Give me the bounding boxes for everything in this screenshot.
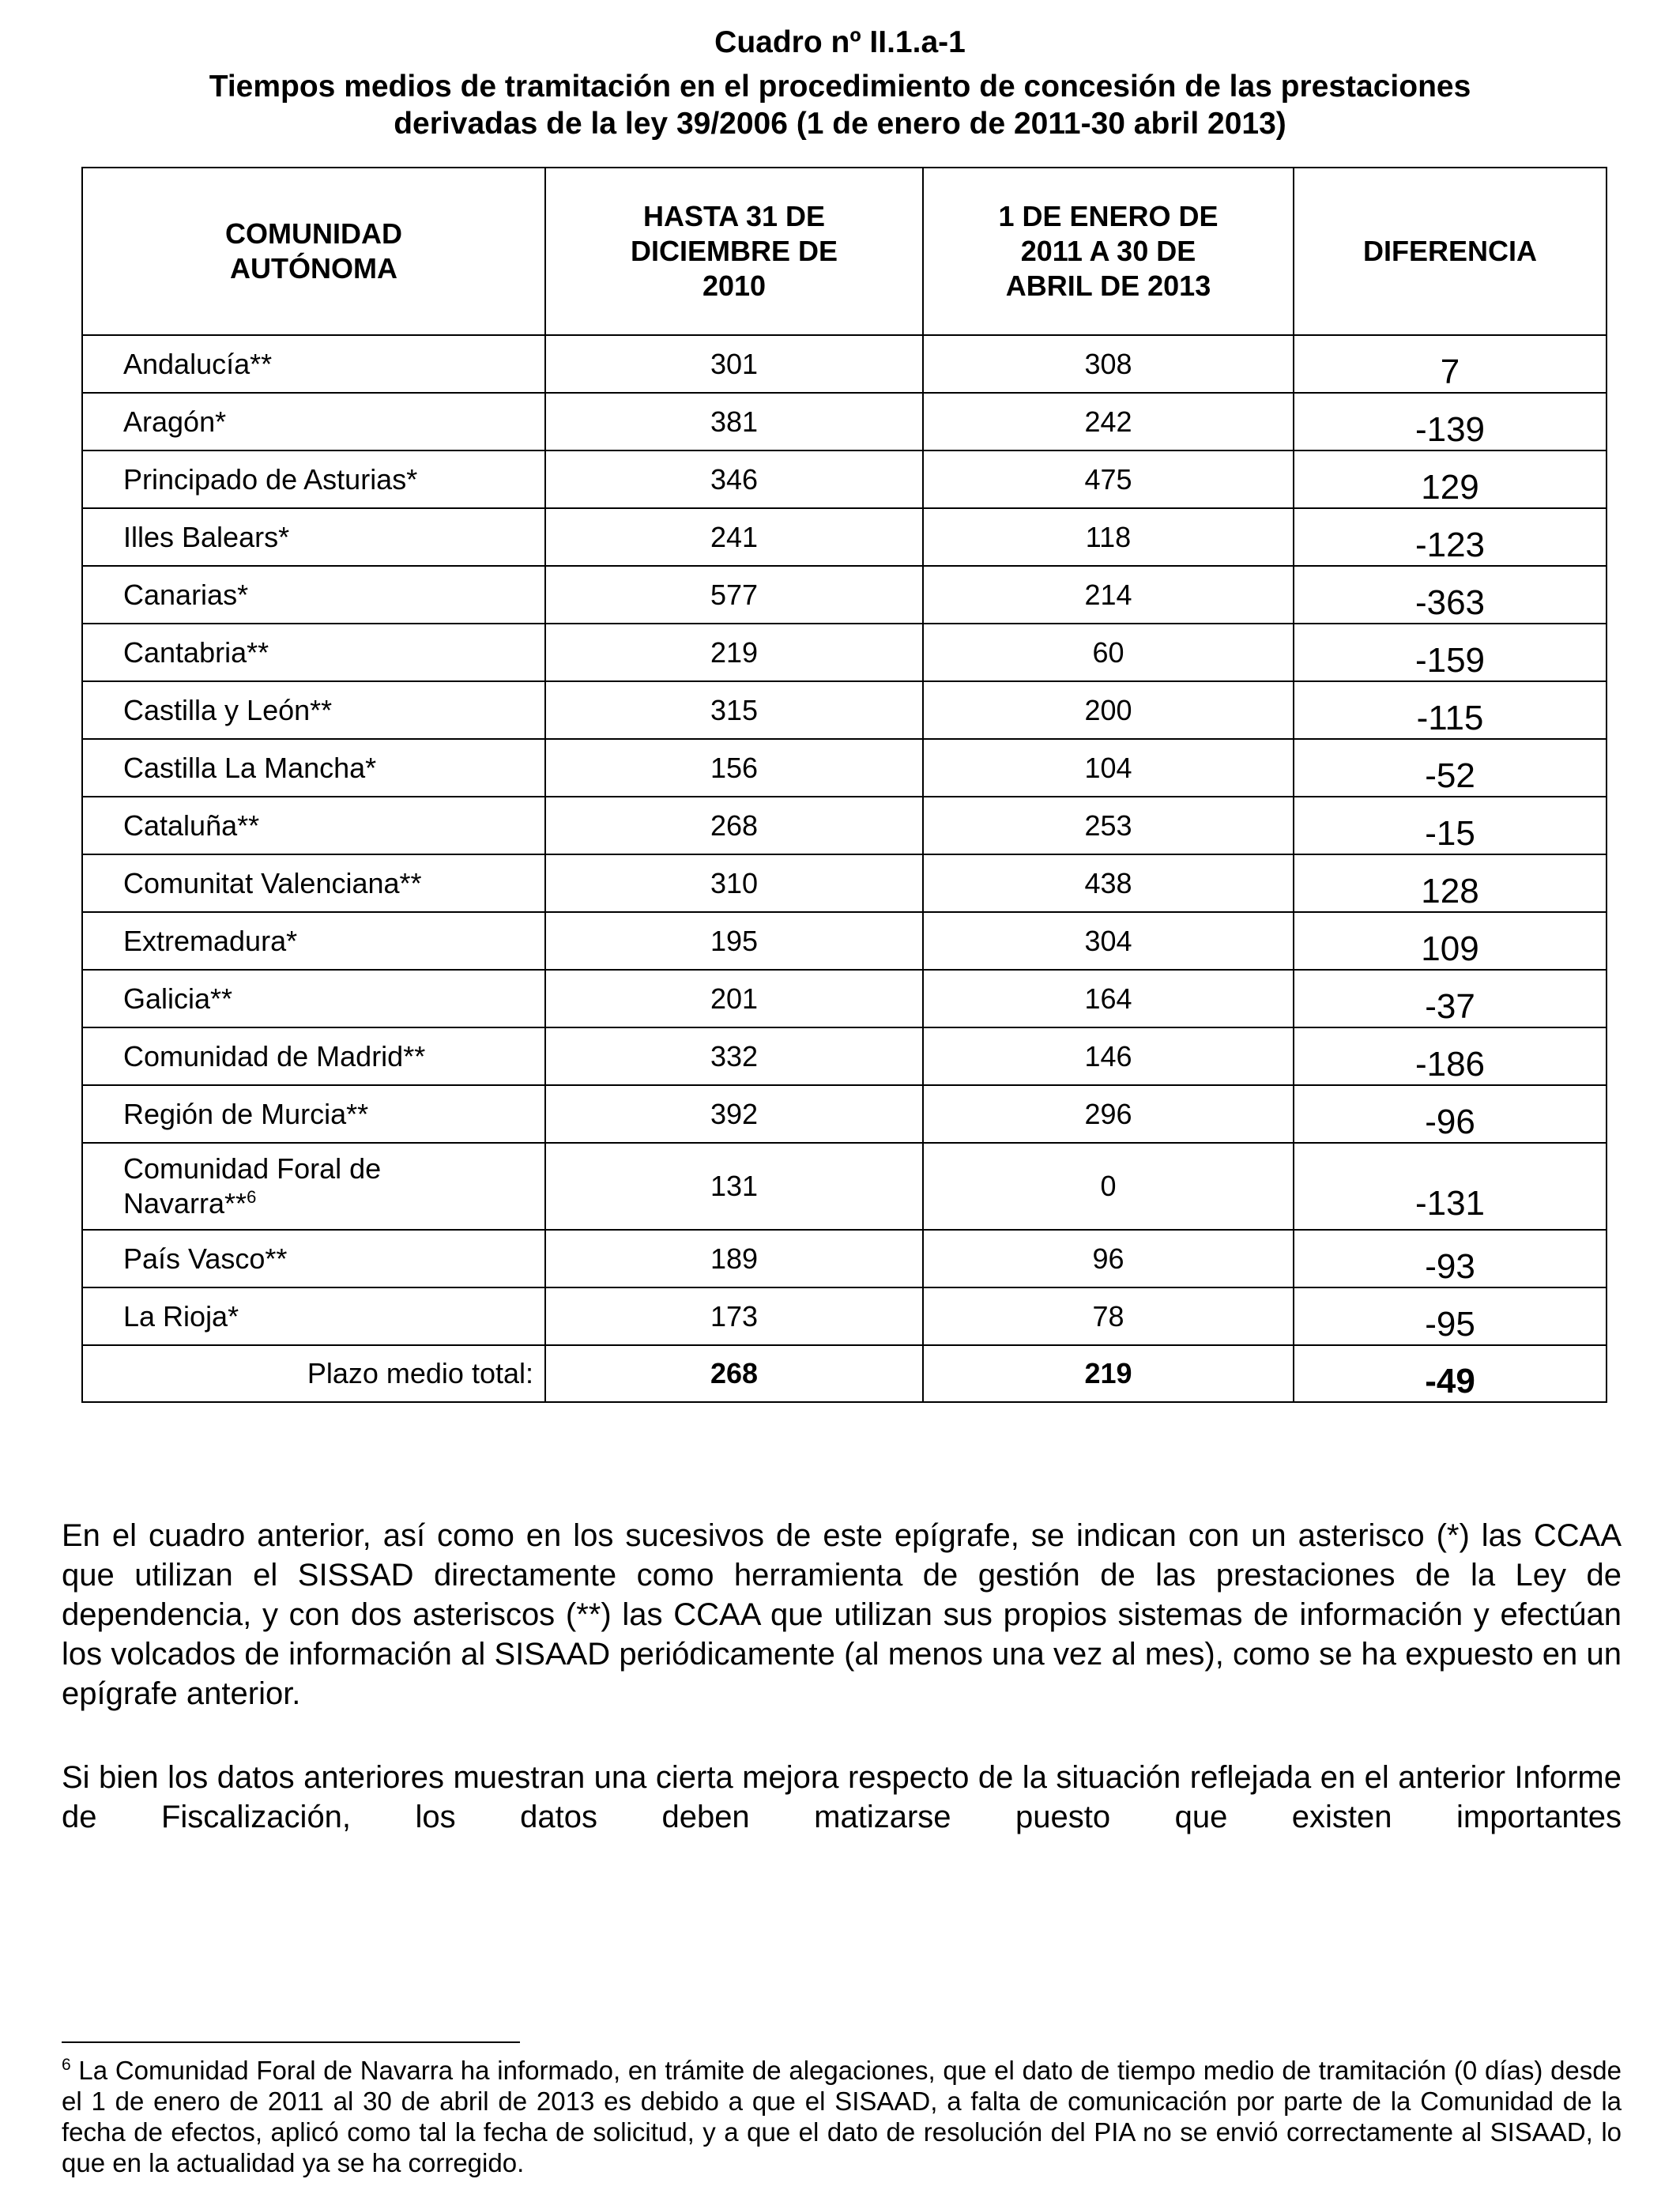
- table-row: [82, 1085, 1607, 1143]
- cell-from-2011: 304: [923, 912, 1294, 970]
- community-name-text: Navarra**: [123, 1187, 247, 1220]
- cell-community: Aragón*: [82, 393, 545, 450]
- cell-difference: [1294, 1085, 1607, 1143]
- difference-value: -115: [1416, 698, 1484, 737]
- cell-until-2010: 315: [545, 681, 923, 739]
- cell-difference: [1294, 1027, 1607, 1085]
- cell-until-2010: 310: [545, 854, 923, 912]
- cell-from-2011: 438: [923, 854, 1294, 912]
- table-row: [82, 970, 1607, 1027]
- header-community: [82, 168, 545, 335]
- table-row: [82, 797, 1607, 854]
- table-caption-number: Cuadro nº II.1.a-1: [714, 25, 966, 59]
- cell-difference: [1294, 508, 1607, 566]
- difference-value: -96: [1425, 1102, 1475, 1141]
- cell-until-2010: 577: [545, 566, 923, 624]
- total-difference-value: -49: [1425, 1362, 1475, 1400]
- header-community-line-1: COMUNIDAD: [225, 217, 402, 250]
- cell-difference: [1294, 335, 1607, 393]
- cell-until-2010: 156: [545, 739, 923, 797]
- difference-value: -37: [1425, 986, 1475, 1026]
- cell-until-2010: 219: [545, 624, 923, 681]
- table-row: [82, 1143, 1607, 1230]
- table-row: [82, 508, 1607, 566]
- difference-value: -123: [1414, 525, 1486, 564]
- table-row: [82, 393, 1607, 450]
- community-name-line-2: [123, 1186, 544, 1221]
- table-row: [82, 739, 1607, 797]
- header-until-2010: [545, 168, 923, 335]
- table-row: [82, 566, 1607, 624]
- cell-community: Extremadura*: [82, 912, 545, 970]
- header-community-line-2: AUTÓNOMA: [230, 252, 397, 285]
- total-until-2010: 268: [545, 1345, 923, 1402]
- difference-value: -159: [1414, 640, 1486, 680]
- cell-community: Comunidad de Madrid**: [82, 1027, 545, 1085]
- cell-community: Galicia**: [82, 970, 545, 1027]
- cell-community: Cantabria**: [82, 624, 545, 681]
- cell-community: Región de Murcia**: [82, 1085, 545, 1143]
- cell-from-2011: 78: [923, 1287, 1294, 1345]
- header-from-line-2: 2011 A 30 DE: [1020, 235, 1196, 267]
- cell-from-2011: 200: [923, 681, 1294, 739]
- difference-value: -186: [1414, 1044, 1486, 1084]
- cell-until-2010: 173: [545, 1287, 923, 1345]
- community-name-line-1: Comunidad Foral de: [123, 1152, 382, 1185]
- cell-community: Canarias*: [82, 566, 545, 624]
- header-from-line-1: 1 DE ENERO DE: [998, 200, 1219, 232]
- header-difference: DIFERENCIA: [1294, 168, 1607, 335]
- cell-difference: [1294, 1287, 1607, 1345]
- cell-from-2011: 96: [923, 1230, 1294, 1287]
- difference-value: -95: [1425, 1304, 1475, 1344]
- cell-difference: [1294, 624, 1607, 681]
- cell-from-2011: 296: [923, 1085, 1294, 1143]
- difference-value: 129: [1421, 467, 1479, 507]
- table-row: [82, 335, 1607, 393]
- table-header-row: [82, 168, 1607, 335]
- footnote: [62, 2055, 1622, 2178]
- table-row: [82, 854, 1607, 912]
- cell-community: La Rioja*: [82, 1287, 545, 1345]
- cell-difference: [1294, 854, 1607, 912]
- header-from-line-3: ABRIL DE 2013: [1005, 270, 1211, 302]
- table-caption-title: [0, 68, 1680, 142]
- cell-difference: [1294, 393, 1607, 450]
- cell-until-2010: 268: [545, 797, 923, 854]
- table-row: [82, 1230, 1607, 1287]
- cell-until-2010: 381: [545, 393, 923, 450]
- cell-community: Castilla y León**: [82, 681, 545, 739]
- cell-from-2011: 475: [923, 450, 1294, 508]
- cell-difference: [1294, 1143, 1607, 1230]
- footnote-separator: [62, 2041, 520, 2043]
- header-until-line-3: 2010: [702, 270, 767, 302]
- footnote-text: La Comunidad Foral de Navarra ha informado, en trámite de alegaciones, que el dato de tiempo medio de tramitación (0 días) desde el 1 de enero de 2011 al 30 de abril de 2013 es debido a que el SISAAD, a falta de comunicación por parte de la Comunidad de la fecha de efectos, aplicó como tal la fecha de solicitud, y a que el dato de resolución del PIA no se envió correctamente al SISAAD, lo que en la actualidad ya se ha corregido.: [62, 2056, 1622, 2177]
- cell-from-2011: 308: [923, 335, 1294, 393]
- cell-until-2010: 301: [545, 335, 923, 393]
- difference-value: 128: [1421, 871, 1479, 910]
- footnote-marker: 6: [62, 2056, 71, 2074]
- cell-until-2010: 201: [545, 970, 923, 1027]
- difference-value: -139: [1414, 409, 1486, 449]
- cell-community: Castilla La Mancha*: [82, 739, 545, 797]
- header-from-2011: [923, 168, 1294, 335]
- difference-value: -131: [1414, 1184, 1486, 1223]
- cell-until-2010: 131: [545, 1143, 923, 1230]
- cell-until-2010: 346: [545, 450, 923, 508]
- difference-value: -52: [1425, 756, 1475, 795]
- difference-value: -93: [1425, 1246, 1475, 1286]
- cell-difference: [1294, 450, 1607, 508]
- table-row: [82, 912, 1607, 970]
- paragraph-1: En el cuadro anterior, así como en los sucesivos de este epígrafe, se indican con un asterisco (*) las CCAA que utilizan el SISSAD directamente como herramienta de gestión de las prestaciones de la Ley de dependencia, y con dos asteriscos (**) las CCAA que utilizan sus propios sistemas de información y efectúan los volcados de información al SISAAD periódicamente (al menos una vez al mes), como se ha expuesto en un epígrafe anterior.: [62, 1518, 1622, 1711]
- paragraph-2: Si bien los datos anteriores muestran una cierta mejora respecto de la situación reflejada en el anterior Informe de Fiscalización, los datos deben matizarse puesto que existen importantes: [62, 1760, 1622, 1834]
- cell-community: Cataluña**: [82, 797, 545, 854]
- cell-until-2010: 189: [545, 1230, 923, 1287]
- footnote-reference: 6: [247, 1187, 257, 1207]
- difference-value: -363: [1414, 582, 1486, 622]
- difference-value: -15: [1425, 813, 1475, 853]
- cell-from-2011: 104: [923, 739, 1294, 797]
- cell-from-2011: 242: [923, 393, 1294, 450]
- header-until-line-2: DICIEMBRE DE: [630, 235, 838, 267]
- cell-difference: [1294, 681, 1607, 739]
- cell-difference: [1294, 912, 1607, 970]
- table-caption-title-line-2: derivadas de la ley 39/2006 (1 de enero de 2011-30 abril 2013): [394, 107, 1286, 141]
- cell-from-2011: 253: [923, 797, 1294, 854]
- header-until-line-1: HASTA 31 DE: [642, 200, 826, 232]
- cell-difference: [1294, 1230, 1607, 1287]
- cell-from-2011: 214: [923, 566, 1294, 624]
- table-total-row: [82, 1345, 1607, 1402]
- cell-until-2010: 332: [545, 1027, 923, 1085]
- cell-until-2010: 195: [545, 912, 923, 970]
- processing-times-table: [81, 167, 1607, 1403]
- table-row: [82, 681, 1607, 739]
- total-from-2011: 219: [923, 1345, 1294, 1402]
- table-caption-title-line-1: Tiempos medios de tramitación en el procedimiento de concesión de las prestaciones: [209, 70, 1471, 104]
- table-row: [82, 450, 1607, 508]
- table-row: [82, 624, 1607, 681]
- cell-from-2011: 60: [923, 624, 1294, 681]
- cell-from-2011: 164: [923, 970, 1294, 1027]
- total-difference: [1294, 1345, 1607, 1402]
- cell-from-2011: 146: [923, 1027, 1294, 1085]
- cell-difference: [1294, 797, 1607, 854]
- difference-value: 7: [1440, 352, 1460, 391]
- cell-community: Andalucía**: [82, 335, 545, 393]
- cell-community: Principado de Asturias*: [82, 450, 545, 508]
- table-row: [82, 1287, 1607, 1345]
- cell-until-2010: 241: [545, 508, 923, 566]
- total-label: Plazo medio total:: [82, 1345, 545, 1402]
- cell-community: [82, 1143, 545, 1230]
- cell-difference: [1294, 566, 1607, 624]
- cell-community: Illes Balears*: [82, 508, 545, 566]
- cell-difference: [1294, 970, 1607, 1027]
- table-row: [82, 1027, 1607, 1085]
- cell-community: País Vasco**: [82, 1230, 545, 1287]
- cell-until-2010: 392: [545, 1085, 923, 1143]
- cell-from-2011: 0: [923, 1143, 1294, 1230]
- difference-value: 109: [1421, 929, 1479, 968]
- cell-community: Comunitat Valenciana**: [82, 854, 545, 912]
- cell-from-2011: 118: [923, 508, 1294, 566]
- cell-difference: [1294, 739, 1607, 797]
